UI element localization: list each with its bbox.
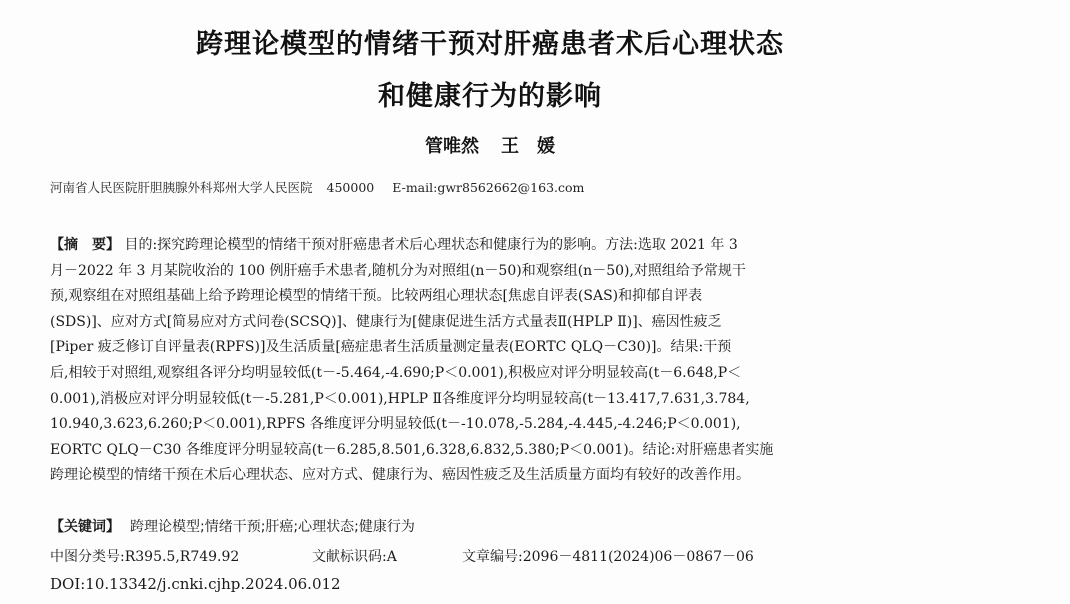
author-name: 管唯然 [425,136,479,157]
affiliation-email: E-mail:gwr8562662@163.com [392,180,585,195]
abstract-line: 10.940,3.623,6.260;P＜0.001),RPFS 各维度评分明显较低(t－-10.078,-5.284,-4.445,-4.246;P＜0.001), [50,416,741,433]
author-list [0,132,980,158]
abstract-line: (SDS)]、应对方式[简易应对方式问卷(SCSQ)]、健康行为[健康促进生活方式量表Ⅱ(HPLP Ⅱ)]、癌因性疲乏 [50,313,722,330]
abstract-line: EORTC QLQ－C30 各维度评分明显较高(t－6.285,8.501,6.328,6.832,5.380;P＜0.001)。结论:对肝癌患者实施 [50,441,774,458]
affiliation [50,178,598,196]
keywords-text: 跨理论模型;情绪干预;肝癌;心理状态;健康行为 [130,519,415,535]
abstract-line: 跨理论模型的情绪干预在术后心理状态、应对方式、健康行为、癌因性疲乏及生活质量方面均有较好的改善作用。 [50,467,750,484]
abstract-label: 【摘 要】 [50,237,120,253]
abstract-line: 月－2022 年 3 月某院收治的 100 例肝癌手术患者,随机分为对照组(n－50)和观察组(n－50),对照组给予常规干 [50,262,746,279]
document-code: 文献标识码:A [312,549,397,565]
paper-title-line-2: 和健康行为的影响 [378,81,602,112]
clc-number: 中图分类号:R395.5,R749.92 [50,549,240,565]
abstract-line: 0.001),消极应对评分明显较低(t－-5.281,P＜0.001),HPLP Ⅱ各维度评分均明显较高(t－13.417,7.631,3.784, [50,390,750,407]
author-name: 王 媛 [501,136,555,157]
abstract-line: [Piper 疲乏修订自评量表(RPFS)]及生活质量[癌症患者生活质量测定量表(EORTC QLQ－C30)]。结果:干预 [50,339,732,356]
classification-row [50,546,950,566]
doi: DOI:10.13342/j.cnki.cjhp.2024.06.012 [50,575,341,593]
affiliation-institution: 河南省人民医院肝胆胰腺外科郑州大学人民医院 [50,180,313,195]
abstract-text: 目的:探究跨理论模型的情绪干预对肝癌患者术后心理状态和健康行为的影响。方法:选取 2021 年 3 [124,237,738,253]
abstract-line: 后,相较于对照组,观察组各评分均明显较低(t－-5.464,-4.690;P＜0.001),积极应对评分明显较高(t－6.648,P＜ [50,364,742,381]
abstract-line [50,233,930,259]
paper-title-line-1: 跨理论模型的情绪干预对肝癌患者术后心理状态 [196,29,784,60]
abstract-line: 预,观察组在对照组基础上给予跨理论模型的情绪干预。比较两组心理状态[焦虑自评表(SAS)和抑郁自评表 [50,288,703,305]
affiliation-postcode: 450000 [326,180,375,195]
abstract-block [50,233,930,489]
keywords [50,516,415,536]
keywords-label: 【关键词】 [50,519,120,535]
article-number: 文章编号:2096－4811(2024)06－0867－06 [462,549,754,565]
